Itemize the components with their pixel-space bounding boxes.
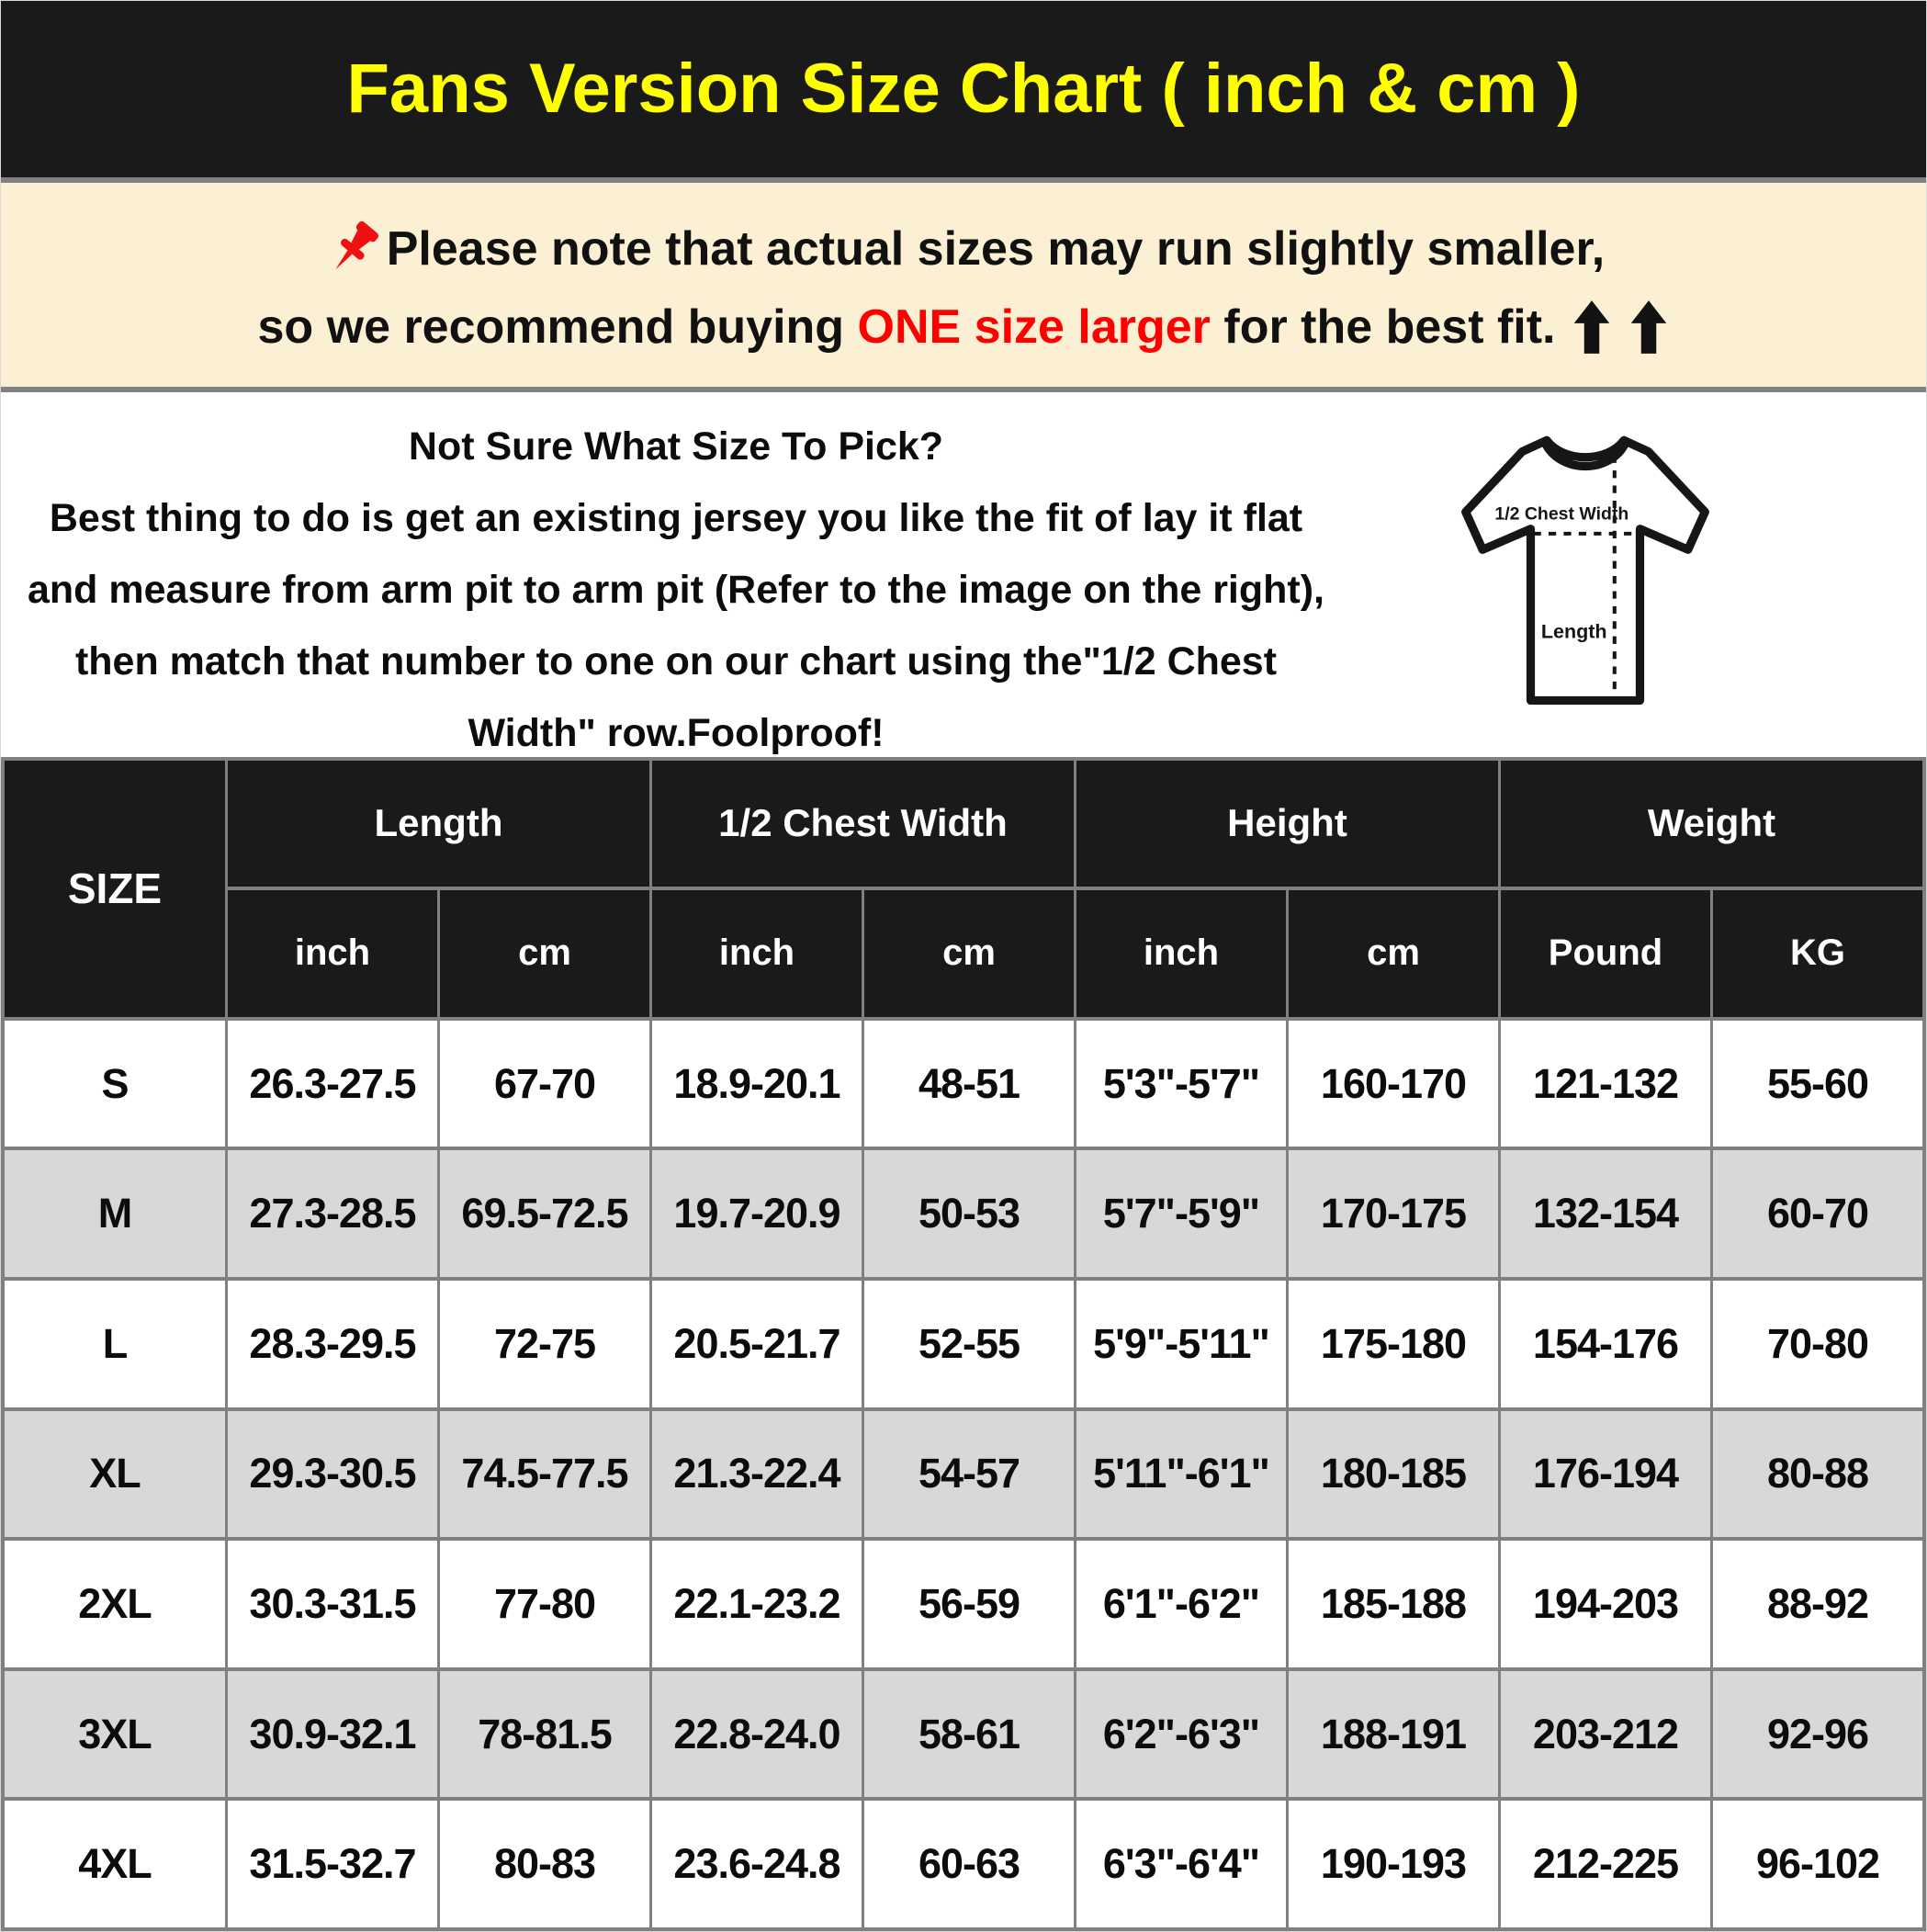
sub-header: cm <box>864 890 1074 1017</box>
data-cell: 121-132 <box>1501 1021 1710 1147</box>
sub-header: KG <box>1713 890 1922 1017</box>
fit-guide-line: Best thing to do is get an existing jersey you like the fit of lay it flat <box>49 495 1303 540</box>
data-cell: 96-102 <box>1713 1801 1922 1927</box>
data-cell: 132-154 <box>1501 1150 1710 1277</box>
data-cell: 60-70 <box>1713 1150 1922 1277</box>
sub-header: cm <box>1289 890 1498 1017</box>
group-header-height: Height <box>1076 761 1498 887</box>
chest-width-label: 1/2 Chest Width <box>1494 503 1629 524</box>
data-cell: 212-225 <box>1501 1801 1710 1927</box>
size-cell: 2XL <box>5 1541 225 1667</box>
data-cell: 92-96 <box>1713 1671 1922 1798</box>
data-cell: 30.9-32.1 <box>228 1671 437 1798</box>
data-cell: 185-188 <box>1289 1541 1498 1667</box>
size-cell: M <box>5 1150 225 1277</box>
sub-header: inch <box>652 890 862 1017</box>
data-cell: 77-80 <box>440 1541 649 1667</box>
data-cell: 176-194 <box>1501 1411 1710 1538</box>
notice-line-1 <box>322 213 1606 285</box>
data-cell: 27.3-28.5 <box>228 1150 437 1277</box>
data-cell: 6'3"-6'4" <box>1076 1801 1286 1927</box>
data-cell: 31.5-32.7 <box>228 1801 437 1927</box>
sub-header: cm <box>440 890 649 1017</box>
fit-guide-text <box>1 392 1351 769</box>
notice-text-2a: so we recommend buying <box>257 299 858 354</box>
fit-guide-line: Width" row.Foolproof! <box>468 710 885 755</box>
up-arrow-icon <box>1572 298 1612 356</box>
data-cell: 48-51 <box>864 1021 1074 1147</box>
data-cell: 78-81.5 <box>440 1671 649 1798</box>
notice-text-2b: for the best fit. <box>1210 299 1556 354</box>
data-cell: 20.5-21.7 <box>652 1281 862 1407</box>
data-cell: 203-212 <box>1501 1671 1710 1798</box>
size-cell: 3XL <box>5 1671 225 1798</box>
data-cell: 5'9"-5'11" <box>1076 1281 1286 1407</box>
sub-header: inch <box>228 890 437 1017</box>
size-column-header: SIZE <box>5 761 225 1017</box>
data-cell: 26.3-27.5 <box>228 1021 437 1147</box>
up-arrow-icon <box>1628 298 1669 356</box>
pushpin-icon <box>322 213 383 285</box>
data-cell: 30.3-31.5 <box>228 1541 437 1667</box>
sub-header: inch <box>1076 890 1286 1017</box>
data-cell: 170-175 <box>1289 1150 1498 1277</box>
data-cell: 22.1-23.2 <box>652 1541 862 1667</box>
data-cell: 160-170 <box>1289 1021 1498 1147</box>
data-cell: 22.8-24.0 <box>652 1671 862 1798</box>
fit-guide-section <box>1 392 1926 757</box>
data-cell: 18.9-20.1 <box>652 1021 862 1147</box>
title-bar <box>1 1 1926 177</box>
data-cell: 23.6-24.8 <box>652 1801 862 1927</box>
data-cell: 80-83 <box>440 1801 649 1927</box>
data-cell: 5'3"-5'7" <box>1076 1021 1286 1147</box>
group-header-weight: Weight <box>1501 761 1922 887</box>
data-cell: 80-88 <box>1713 1411 1922 1538</box>
data-cell: 154-176 <box>1501 1281 1710 1407</box>
notice-highlight: ONE size larger <box>857 299 1211 354</box>
group-header-length: Length <box>228 761 649 887</box>
data-cell: 70-80 <box>1713 1281 1922 1407</box>
tshirt-outline <box>1466 440 1706 700</box>
data-cell: 54-57 <box>864 1411 1074 1538</box>
data-cell: 67-70 <box>440 1021 649 1147</box>
data-cell: 21.3-22.4 <box>652 1411 862 1538</box>
length-label: Length <box>1540 620 1607 643</box>
data-cell: 60-63 <box>864 1801 1074 1927</box>
notice-banner <box>1 183 1926 387</box>
data-cell: 180-185 <box>1289 1411 1498 1538</box>
fit-guide-line: then match that number to one on our chart using the"1/2 Chest <box>74 638 1278 684</box>
data-cell: 29.3-30.5 <box>228 1411 437 1538</box>
data-cell: 56-59 <box>864 1541 1074 1667</box>
data-cell: 74.5-77.5 <box>440 1411 649 1538</box>
data-cell: 58-61 <box>864 1671 1074 1798</box>
data-cell: 19.7-20.9 <box>652 1150 862 1277</box>
data-cell: 50-53 <box>864 1150 1074 1277</box>
data-cell: 175-180 <box>1289 1281 1498 1407</box>
data-cell: 69.5-72.5 <box>440 1150 649 1277</box>
group-header-chest-width: 1/2 Chest Width <box>652 761 1074 887</box>
notice-line-2 <box>258 298 1670 356</box>
size-table <box>1 757 1926 1932</box>
page-title: Fans Version Size Chart ( inch & cm ) <box>346 50 1581 129</box>
data-cell: 88-92 <box>1713 1541 1922 1667</box>
data-cell: 5'7"-5'9" <box>1076 1150 1286 1277</box>
size-cell: XL <box>5 1411 225 1538</box>
data-cell: 194-203 <box>1501 1541 1710 1667</box>
data-cell: 190-193 <box>1289 1801 1498 1927</box>
data-cell: 6'1"-6'2" <box>1076 1541 1286 1667</box>
data-cell: 55-60 <box>1713 1021 1922 1147</box>
data-cell: 72-75 <box>440 1281 649 1407</box>
data-cell: 188-191 <box>1289 1671 1498 1798</box>
size-cell: L <box>5 1281 225 1407</box>
size-cell: S <box>5 1021 225 1147</box>
size-cell: 4XL <box>5 1801 225 1927</box>
sub-header: Pound <box>1501 890 1710 1017</box>
fit-guide-line: and measure from arm pit to arm pit (Refer to the image on the right), <box>27 567 1324 612</box>
notice-text-1: Please note that actual sizes may run slightly smaller, <box>386 221 1606 276</box>
data-cell: 28.3-29.5 <box>228 1281 437 1407</box>
fit-guide-heading: Not Sure What Size To Pick? <box>408 424 944 469</box>
data-cell: 6'2"-6'3" <box>1076 1671 1286 1798</box>
tshirt-measure-diagram <box>1439 418 1731 732</box>
data-cell: 52-55 <box>864 1281 1074 1407</box>
data-cell: 5'11"-6'1" <box>1076 1411 1286 1538</box>
